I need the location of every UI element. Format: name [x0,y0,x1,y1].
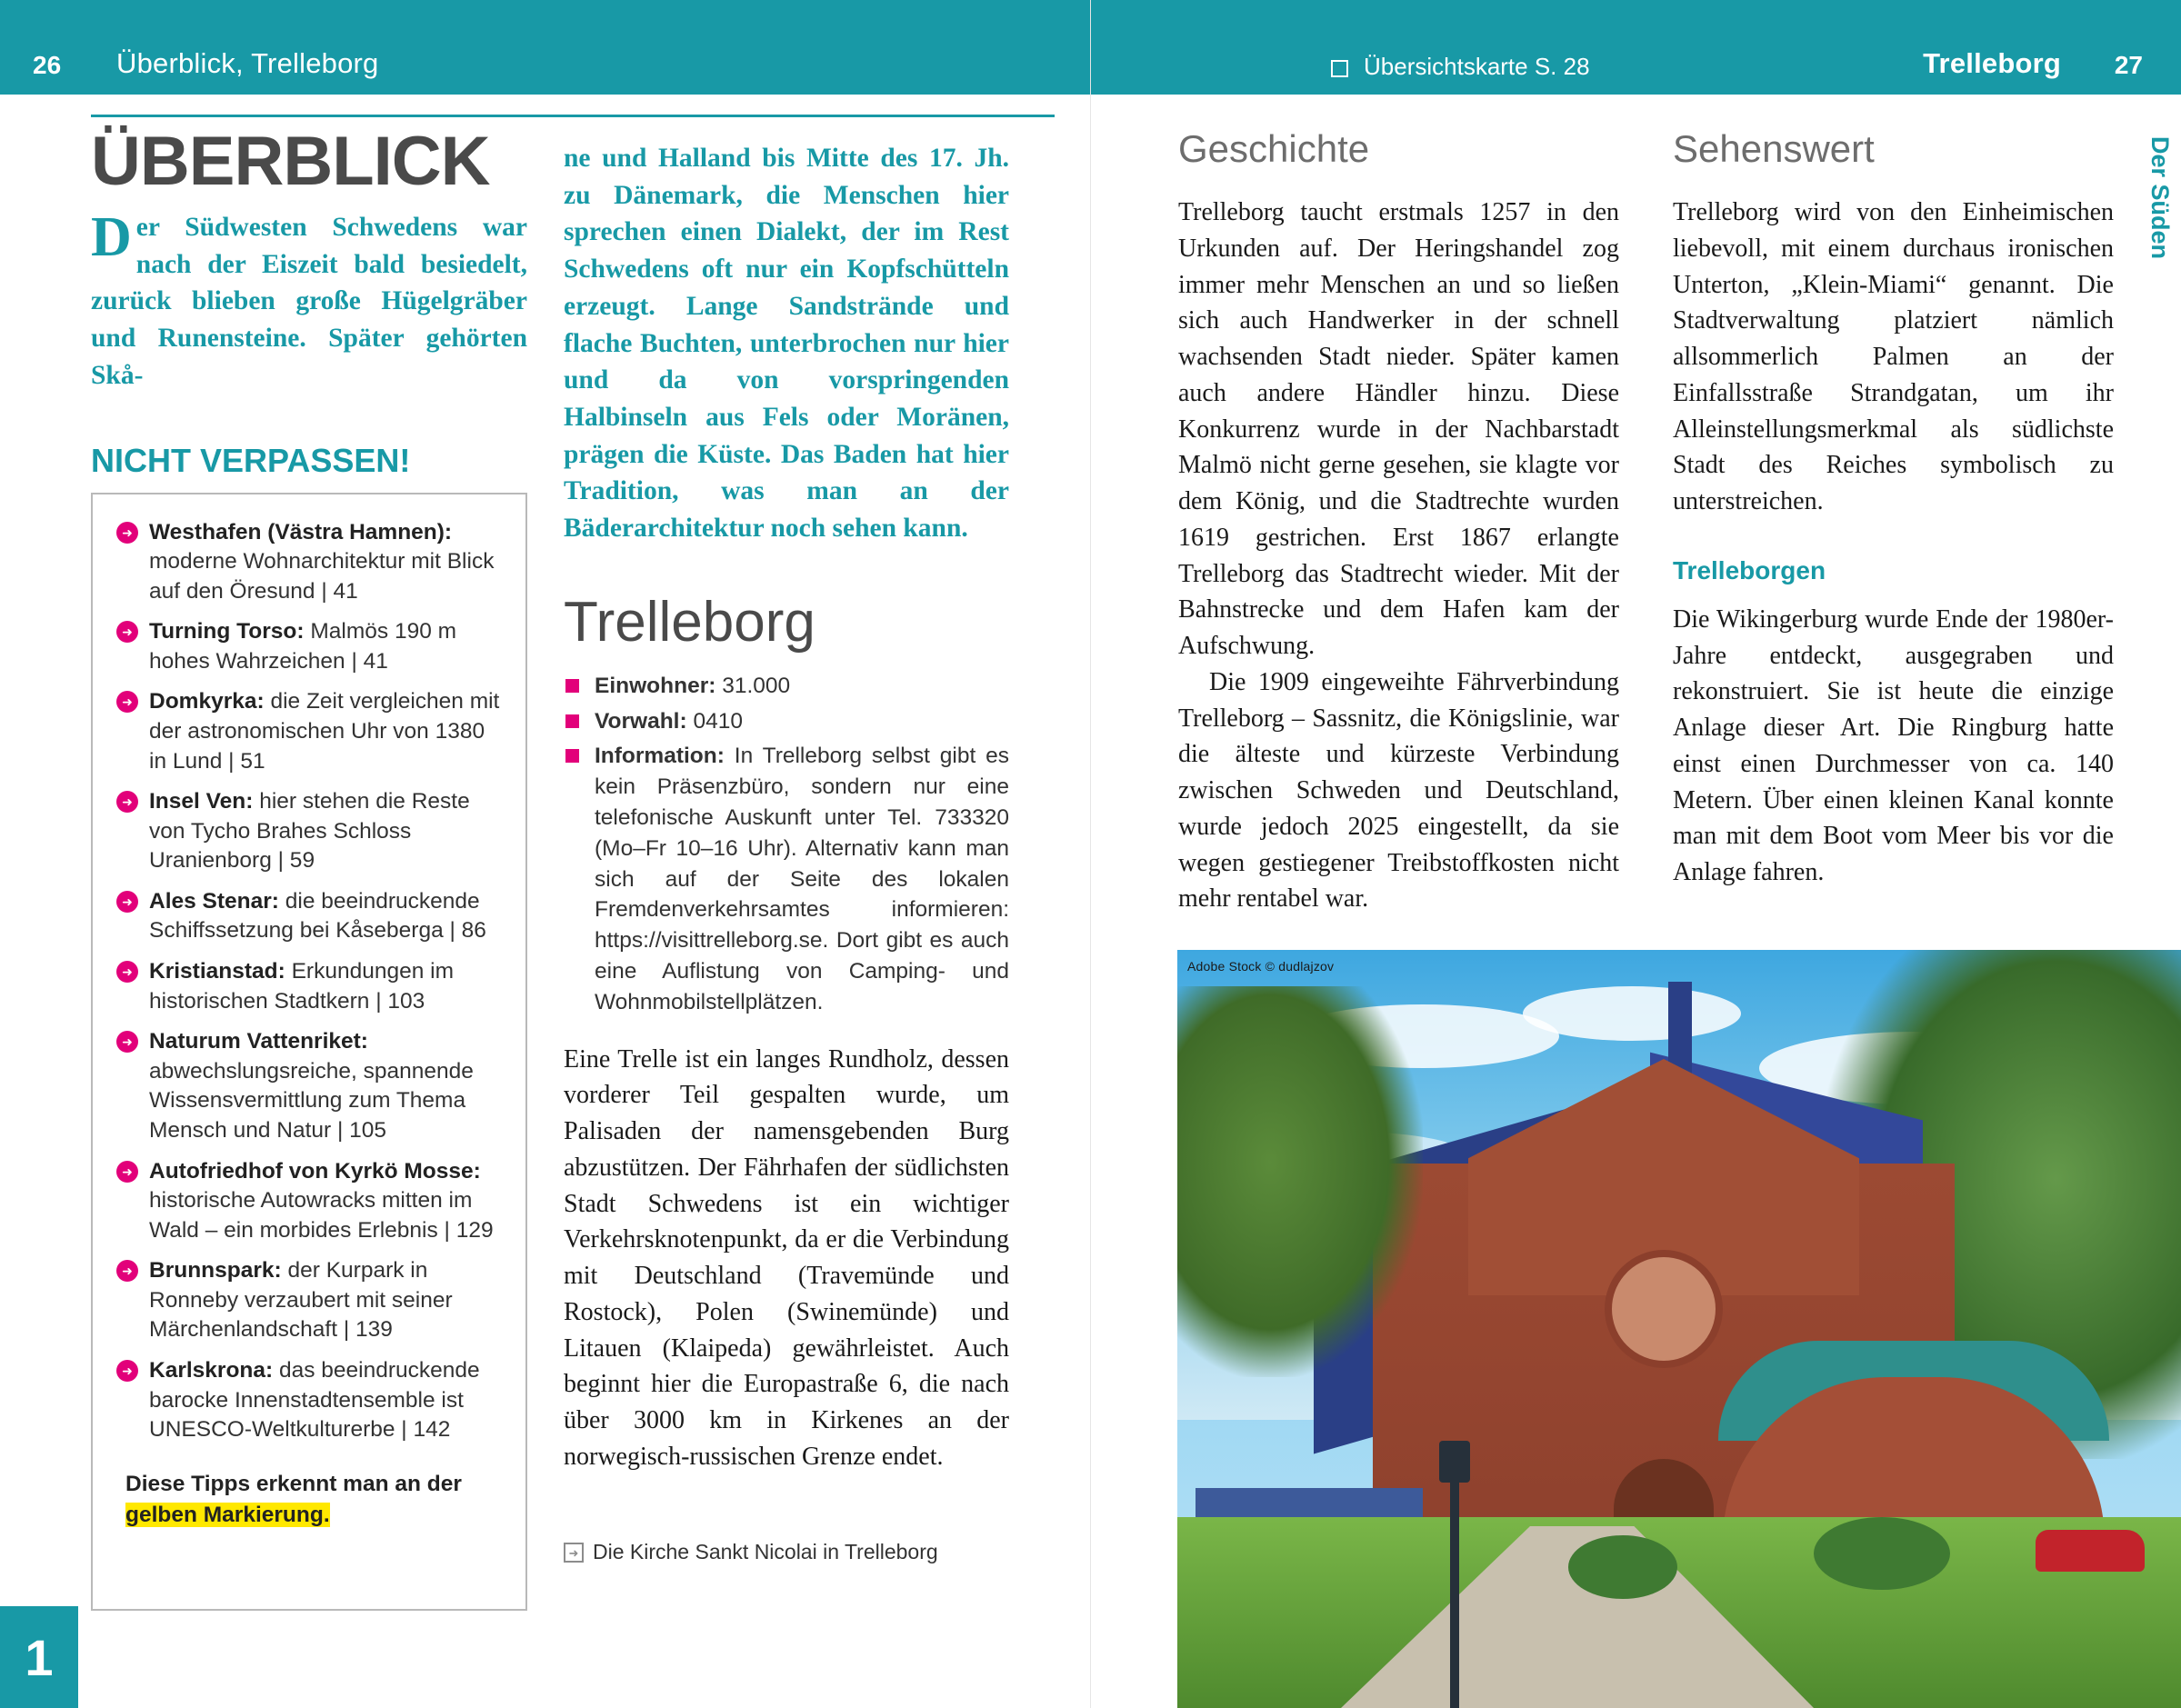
fact-value: In Trelleborg selbst gibt es kein Präsenzbüro, sondern nur eine telefonische Auskunft unter Tel. 733320 (Mo–Fr 10–16 Uhr). Alternativ kann man sich auf der Seite des lokalen Fremdenverkehrsamtes informieren: https://visittrelleborg.se. Dort gibt es auch eine Auflistung von Camping- und Wohnmobilstellplätzen. [595,744,1009,1014]
tip-name: Naturum Vattenriket: [149,1029,368,1054]
caption-text: Die Kirche Sankt Nicolai in Trelleborg [593,1540,938,1563]
left-page-running-title: Überblick, Trelleborg [116,47,379,79]
tips-footer-line-1: Diese Tipps erkennt man an der [125,1471,462,1496]
arrow-icon: ➜ [116,522,138,544]
list-item [113,1157,505,1246]
list-item [113,957,505,1016]
heading-sehenswert: Sehenswert [1673,127,1875,170]
tip-name: Turning Torso: [149,619,305,644]
list-item [113,617,505,676]
caption-arrow-icon: ➜ [564,1543,584,1563]
tip-text: das beeindruckende barocke Innenstadtensemble ist UNESCO-Weltkulturerbe | 142 [149,1357,480,1443]
tips-footer [113,1469,505,1532]
section-thumb-tab: Der Süden [2146,136,2174,260]
tip-text: hier stehen die Reste von Tycho Brahes Schloss Uranienborg | 59 [149,789,470,874]
fact-value: 0410 [693,708,743,734]
tip-text: abwechslungsreiche, spannende Wissensvermittlung zum Thema Mensch und Natur | 105 [149,1058,474,1143]
left-column-one [91,123,527,1611]
tips-box [91,493,527,1611]
geschichte-paragraph-2: Die 1909 eingeweihte Fährverbindung Trelleborg – Sassnitz, die Königslinie, war die älteste und kürzeste Verbindung zwischen Schweden und Deutschland, wurde jedoch 2025 eingestellt, da sie wegen gestiegener Treibstoffkosten nicht mehr rentabel war. [1178,667,1619,914]
bullet-square-icon [565,714,579,728]
tip-name: Insel Ven: [149,789,254,814]
left-page-folio: 26 [33,51,62,79]
bush-shape [1814,1517,1950,1590]
fact-label: Einwohner: [595,673,716,698]
subheading-trelleborgen: Trelleborgen [1673,555,1826,584]
tip-name: Westhafen (Västra Hamnen): [149,519,453,544]
tip-text: die Zeit vergleichen mit der astronomischen Uhr von 1380 in Lund | 51 [149,689,500,774]
tip-text: der Kurpark in Ronneby verzaubert mit seiner Märchenlandschaft | 139 [149,1258,453,1343]
arrow-icon: ➜ [116,891,138,913]
tip-text: Malmös 190 m hohes Wahrzeichen | 41 [149,619,457,674]
arrow-icon: ➜ [116,1360,138,1382]
fact-information [564,741,1009,1017]
map-reference-icon [1331,60,1348,77]
tip-text: die beeindruckende Schiffssetzung bei Kåseberga | 86 [149,888,486,944]
bullet-square-icon [565,679,579,693]
arrow-icon: ➜ [116,691,138,713]
rose-window [1605,1250,1723,1368]
photo-caption [564,1540,1018,1564]
list-item [113,687,505,776]
list-item [113,1256,505,1345]
street-lamp-post [1450,1459,1459,1708]
tip-name: Domkyrka: [149,689,265,714]
tip-name: Ales Stenar: [149,888,279,914]
tree-shape [1177,986,1423,1377]
photo-credit: Adobe Stock © dudlajzov [1187,959,1335,974]
right-page-folio: 27 [2114,51,2143,79]
fact-value: 31.000 [722,673,791,698]
list-item [113,1356,505,1445]
list-item [113,518,505,607]
fact-label: Vorwahl: [595,708,687,734]
trelleborgen-paragraph: Die Wikingerburg wurde Ende der 1980er-Jahre entdeckt, ausgegraben und rekonstruiert. Sie ist heute die einzige Anlage dieser Art. Die Ringburg hatte einst einen Durchmesser von ca. 140 Metern. Über einen kleinen Kanal konnte man mit dem Boot vom Meer bis vor die Anlage fahren. [1673,604,2114,886]
fact-label: Information: [595,744,725,769]
arrow-icon: ➜ [116,1260,138,1282]
parked-car [2036,1530,2145,1572]
sehenswert-paragraph-1: Trelleborg wird von den Einheimischen liebevoll, mit einem durchaus ironischen Unterton, „Klein-Miami“ genannt. Die Stadtverwaltung platziert nämlich allsommerlich Palmen an der Einfallsstraße Strandgatan, um ihr Alleinstellungsmerkmal als südlichste Stadt des Reiches symbolisch zu unterstreichen. [1673,198,2114,515]
tips-heading: NICHT VERPASSEN! [91,441,411,479]
intro-text: er Südwesten Schwedens war nach der Eiszeit bald besiedelt, zurück blieben große Hügelgräber und Runensteine. Später gehörten Skå- [91,213,527,390]
list-item [113,1027,505,1145]
arrow-icon: ➜ [116,1031,138,1053]
fact-einwohner [564,671,1009,702]
left-column-two [564,127,1009,1475]
page-title: ÜBERBLICK [91,123,490,200]
list-item [113,787,505,876]
arrow-icon: ➜ [116,621,138,643]
intro-paragraph [91,206,527,395]
cloud-shape [1523,986,1741,1041]
tip-name: Brunnspark: [149,1258,282,1283]
chapter-number-badge: 1 [0,1606,78,1708]
arrow-icon: ➜ [116,791,138,813]
right-column-two [1673,127,2114,891]
tip-name: Karlskrona: [149,1357,274,1383]
list-item [113,887,505,946]
bullet-square-icon [565,749,579,763]
tip-text: Erkundungen im historischen Stadtkern | 103 [149,959,454,1014]
street-lamp-head [1439,1441,1470,1483]
map-reference-label: Übersichtskarte S. 28 [1364,53,1590,80]
lead-paragraph: ne und Halland bis Mitte des 17. Jh. zu Dänemark, die Menschen hier sprechen einen Dialekt, der im Rest Schwedens oft nur ein Kopfschütteln erzeugt. Lange Sandstrände und flache Buchten, unterbrochen nur hier und da von vorspringenden Halbinseln aus Fels oder Moränen, prägen die Küste. Das Baden hat hier Tradition, was man an der Bäderarchitektur noch sehen kann. [564,144,1009,544]
fact-vorwahl [564,706,1009,737]
right-page-running-title: Trelleborg [1923,47,2061,79]
arrow-icon: ➜ [116,961,138,983]
tip-text: moderne Wohnarchitektur mit Blick auf den Öresund | 41 [149,549,495,604]
tip-name: Kristianstad: [149,959,285,984]
tip-name: Autofriedhof von Kyrkö Mosse: [149,1158,481,1184]
right-column-one [1178,127,1619,917]
heading-geschichte: Geschichte [1178,127,1370,170]
body-paragraph: Eine Trelle ist ein langes Rundholz, dessen vorderer Teil gespalten wurde, um Palisaden der namensgebenden Burg abzustützen. Der Fährhafen der südlichsten Stadt Schwedens ist ein wichtiger Verkehrsknotenpunkt, da er die Verbindung mit Deutschland (Travemünde und Rostock), Polen (Swinemünde) und Litauen (Klaipeda) gewährleistet. Auch beginnt hier die Europastraße 6, die nach über 3000 km in Kirkenes an der norwegisch-russischen Grenze endet. [564,1044,1009,1471]
tips-footer-line-2: gelben Markierung. [125,1503,330,1527]
tip-text: historische Autowracks mitten im Wald – ein morbides Erlebnis | 129 [149,1188,494,1243]
section-title-trelleborg: Trelleborg [564,590,815,654]
drop-cap: D [91,206,132,268]
church-photo [1177,950,2181,1708]
geschichte-paragraph-1: Trelleborg taucht erstmals 1257 in den Urkunden auf. Der Heringshandel zog immer mehr Menschen an und so ließen sich auch Handwerker in der schnell wachsenden Stadt nieder. Später kamen auch andere Händler hinzu. Diese Konkurrenz wurde in der Nachbarstadt Malmö nicht gerne gesehen, sie klagte vor dem König, und die Stadtrechte wurden 1619 gestrichen. Erst 1867 erlangte Trelleborg das Stadtrecht wieder. Mit der Bahnstrecke und dem Hafen kam der Aufschwung. [1178,198,1619,660]
bush-shape [1568,1535,1677,1599]
arrow-icon: ➜ [116,1161,138,1183]
left-page-rule [91,115,1055,117]
